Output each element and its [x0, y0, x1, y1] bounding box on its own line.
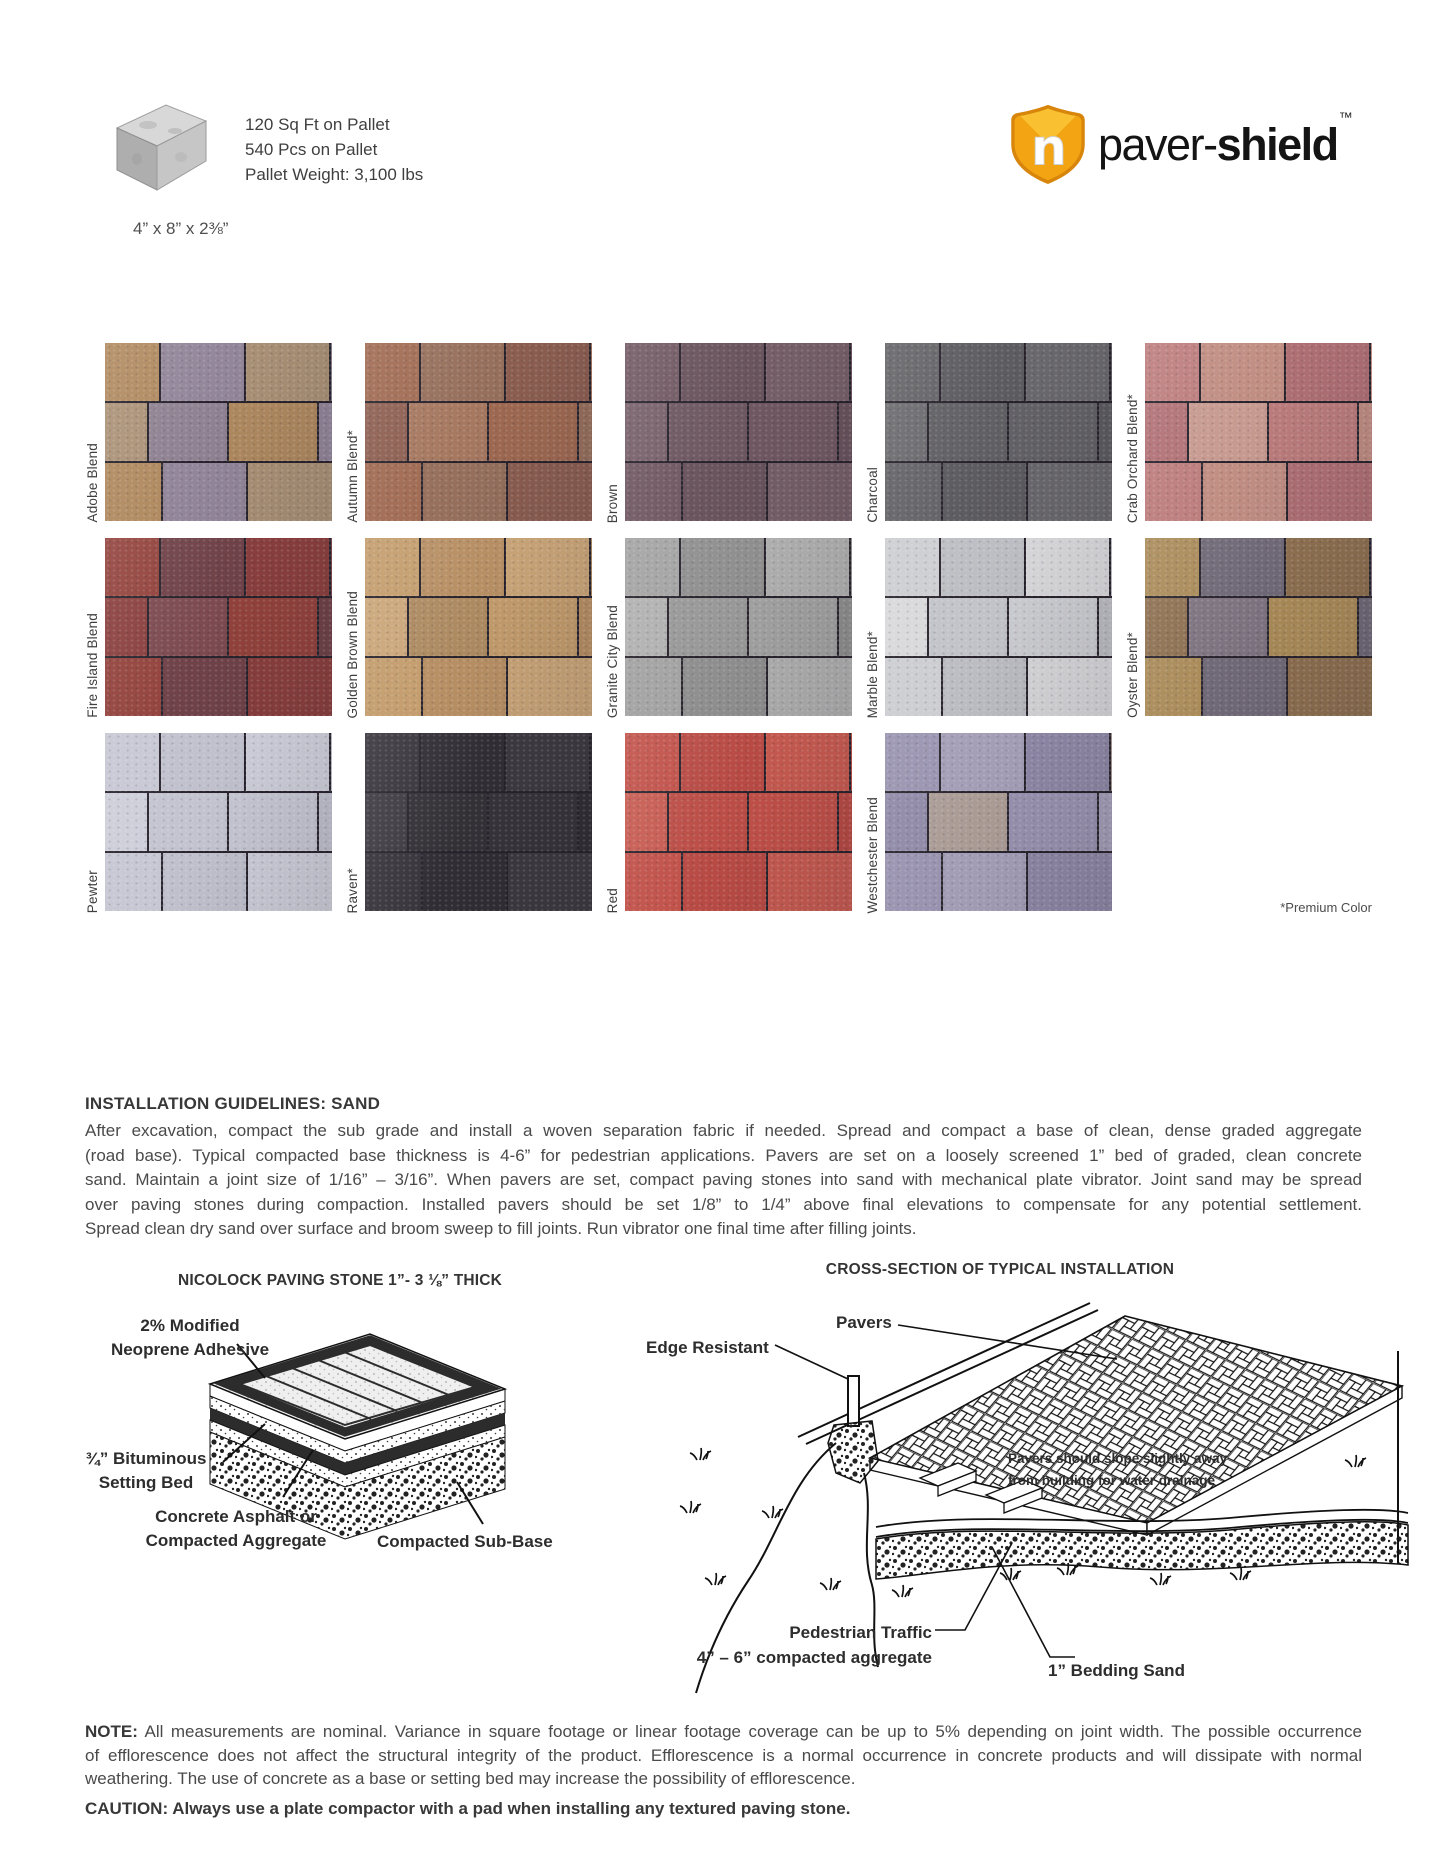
- paver-row: [625, 343, 852, 401]
- paver-brick: [1028, 658, 1111, 716]
- paver-brick: [105, 538, 159, 596]
- paver-brick: [839, 793, 852, 851]
- paver-swatch: [885, 733, 1112, 911]
- paver-brick: [681, 343, 764, 401]
- paver-brick: [1201, 538, 1284, 596]
- paver-brick: [365, 463, 421, 521]
- swatch-cell: [85, 343, 332, 523]
- installation-line: over paving stones during compaction. Installed pavers should be set 1/8” to 1/4” above final elevations to compensate for any potential settlement.: [85, 1194, 1362, 1214]
- paver-brick: [229, 403, 318, 461]
- paver-brick: [105, 598, 147, 656]
- paver-brick: [1203, 658, 1286, 716]
- swatch-label: Red: [605, 887, 620, 913]
- swatch-cell: [865, 733, 1112, 913]
- paver-brick: [105, 793, 147, 851]
- paver-brick: [1009, 598, 1098, 656]
- paver-brick: [246, 343, 329, 401]
- label-slope-note: [1008, 1448, 1308, 1492]
- paver-brick: [885, 463, 941, 521]
- paver-brick: [508, 658, 591, 716]
- label-bituminous-bed: [76, 1447, 216, 1495]
- paver-brick: [851, 343, 852, 401]
- paver-row: [625, 853, 852, 911]
- paver-row: [105, 403, 332, 461]
- paver-row: [105, 658, 332, 716]
- swatch-cell: [605, 538, 852, 718]
- paver-brick: [851, 733, 852, 791]
- paver-brick: [885, 343, 939, 401]
- swatch-label: Brown: [605, 483, 620, 523]
- paver-row: [885, 343, 1112, 401]
- paver-brick: [163, 658, 246, 716]
- paver-brick: [768, 658, 851, 716]
- paver-brick: [579, 793, 592, 851]
- paver-brick: [105, 733, 159, 791]
- paver-brick: [1009, 403, 1098, 461]
- swatch-label: Oyster Blend*: [1125, 632, 1140, 718]
- paver-brick: [591, 733, 592, 791]
- swatch-cell: [345, 343, 592, 523]
- paver-brick: [768, 463, 851, 521]
- paver-row: [1145, 463, 1372, 521]
- paver-row: [365, 598, 592, 656]
- paver-swatch: [1145, 538, 1372, 716]
- label-line: 2% Modified: [140, 1316, 240, 1335]
- paver-row: [625, 598, 852, 656]
- paver-brick: [105, 403, 147, 461]
- installation-line: sand. Maintain a joint size of 1/16” – 3/16”. When pavers are set, compact paving stones into sand with mechanical plate vibrator. Joint sand may be spread: [85, 1170, 1362, 1190]
- swatch-label: Westchester Blend: [865, 796, 880, 913]
- paver-brick: [929, 793, 1007, 851]
- paver-brick: [1099, 598, 1112, 656]
- paver-brick: [625, 598, 667, 656]
- swatch-cell: [605, 343, 852, 523]
- paver-brick: [625, 538, 679, 596]
- note-label: NOTE:: [85, 1722, 138, 1741]
- paver-brick: [1099, 403, 1112, 461]
- paver-brick: [768, 853, 851, 911]
- paver-brick: [683, 658, 766, 716]
- paver-brick: [409, 793, 487, 851]
- paver-brick: [161, 343, 244, 401]
- paver-brick: [941, 343, 1024, 401]
- paver-brick: [851, 538, 852, 596]
- paver-brick: [1189, 403, 1267, 461]
- paver-brick: [365, 403, 407, 461]
- paver-brick: [885, 658, 941, 716]
- paver-brick: [1359, 403, 1372, 461]
- paver-row: [365, 343, 592, 401]
- note-paragraph: [85, 1720, 1362, 1791]
- paver-brick: [625, 793, 667, 851]
- paver-brick: [423, 658, 506, 716]
- paver-brick: [149, 793, 227, 851]
- paver-brick: [163, 853, 246, 911]
- paver-row: [625, 403, 852, 461]
- paver-row: [1145, 538, 1372, 596]
- pallet-spec-line: 540 Pcs on Pallet: [245, 140, 378, 159]
- paver-brick: [1111, 343, 1112, 401]
- paver-brick: [246, 538, 329, 596]
- paver-row: [885, 733, 1112, 791]
- paver-row: [625, 463, 852, 521]
- paver-brick: [409, 598, 487, 656]
- paver-brick: [421, 538, 504, 596]
- paver-brick: [105, 463, 161, 521]
- paver-brick: [331, 538, 332, 596]
- paver-brick: [1189, 598, 1267, 656]
- paver-row: [365, 463, 592, 521]
- paver-row: [625, 538, 852, 596]
- label-line: Compacted Aggregate: [145, 1531, 327, 1550]
- paver-brick: [885, 733, 939, 791]
- paver-brick: [943, 853, 1026, 911]
- paver-brick: [105, 853, 161, 911]
- paver-brick: [943, 658, 1026, 716]
- paver-brick: [1026, 733, 1109, 791]
- brand-name-bold: shield: [1216, 118, 1338, 170]
- paver-swatch: [105, 733, 332, 911]
- label-line: ¾” Bituminous: [85, 1449, 207, 1468]
- paver-brick: [105, 658, 161, 716]
- paver-row: [1145, 403, 1372, 461]
- swatch-cell: [865, 538, 1112, 718]
- paver-brick: [625, 403, 667, 461]
- paver-row: [885, 658, 1112, 716]
- paver-brick: [365, 793, 407, 851]
- paver-brick: [929, 598, 1007, 656]
- paver-brick: [365, 853, 421, 911]
- brand-name: [1098, 108, 1353, 170]
- swatch-cell: [345, 538, 592, 718]
- paver-brick: [331, 343, 332, 401]
- paver-row: [625, 658, 852, 716]
- swatch-cell: [1125, 343, 1372, 523]
- paver-row: [105, 598, 332, 656]
- label-line: Concrete Asphalt or: [155, 1507, 317, 1526]
- paver-brick: [1145, 538, 1199, 596]
- paver-brick: [331, 733, 332, 791]
- note-line: weathering. The use of concrete as a base or setting bed may increase the possibility of efflorescence.: [85, 1769, 856, 1788]
- paver-row: [105, 538, 332, 596]
- paver-brick: [149, 598, 227, 656]
- paver-row: [365, 538, 592, 596]
- paver-brick: [1286, 343, 1369, 401]
- paver-row: [105, 343, 332, 401]
- caution-line: CAUTION: Always use a plate compactor with a pad when installing any textured paving stone.: [85, 1799, 851, 1818]
- paver-brick: [1269, 598, 1358, 656]
- paver-row: [1145, 658, 1372, 716]
- paver-brick: [229, 793, 318, 851]
- paver-brick: [489, 403, 578, 461]
- paver-row: [105, 733, 332, 791]
- label-line: from building for water drainage: [1008, 1473, 1216, 1488]
- paver-brick: [365, 598, 407, 656]
- paver-row: [365, 853, 592, 911]
- paver-brick: [839, 598, 852, 656]
- swatch-cell: [85, 733, 332, 913]
- paver-brick: [1145, 463, 1201, 521]
- label-line: Neoprene Adhesive: [110, 1340, 270, 1359]
- paver-brick: [669, 793, 747, 851]
- paver-brick: [319, 793, 332, 851]
- paver-brick: [489, 598, 578, 656]
- paver-row: [885, 853, 1112, 911]
- paver-brick: [929, 403, 1007, 461]
- label-pavers: Pavers: [836, 1313, 892, 1332]
- paver-swatch: [625, 538, 852, 716]
- paver-brick: [625, 463, 681, 521]
- paver-brick: [365, 658, 421, 716]
- paver-brick: [681, 733, 764, 791]
- shield-logo-icon: [1008, 102, 1088, 186]
- paver-brick: [423, 853, 506, 911]
- swatch-label: Golden Brown Blend: [345, 590, 360, 718]
- paver-swatch: [1145, 343, 1372, 521]
- paver-brick: [1288, 463, 1371, 521]
- paver-brick: [229, 598, 318, 656]
- trademark-symbol: ™: [1338, 108, 1353, 125]
- paver-brick: [943, 463, 1026, 521]
- paver-row: [625, 733, 852, 791]
- paver-brick: [1359, 598, 1372, 656]
- pallet-spec-line: Pallet Weight: 3,100 lbs: [245, 165, 424, 184]
- paver-dimensions: 4” x 8” x 2⅜”: [133, 219, 229, 238]
- paver-swatch: [105, 538, 332, 716]
- swatch-cell: [345, 733, 592, 913]
- swatch-label: Granite City Blend: [605, 604, 620, 718]
- paver-row: [625, 793, 852, 851]
- label-compacted-subbase: Compacted Sub-Base: [377, 1532, 553, 1551]
- paver-brick: [489, 793, 578, 851]
- paver-brick: [1145, 403, 1187, 461]
- installation-heading: INSTALLATION GUIDELINES: SAND: [85, 1094, 381, 1113]
- paver-brick: [248, 658, 331, 716]
- paver-brick: [1201, 343, 1284, 401]
- paver-swatch: [885, 538, 1112, 716]
- paver-row: [365, 658, 592, 716]
- paver-brick: [579, 403, 592, 461]
- paver-row: [885, 793, 1112, 851]
- paver-brick: [248, 853, 331, 911]
- paver-brick: [1145, 343, 1199, 401]
- paver-brick: [1111, 733, 1112, 791]
- label-line: Pavers should slope slightly away: [1008, 1451, 1228, 1466]
- paver-brick: [591, 343, 592, 401]
- paver-brick: [579, 598, 592, 656]
- paver-brick: [669, 403, 747, 461]
- note-text: All measurements are nominal. Variance in square footage or linear footage coverage can be up to 5% depending on joint width. The possible occurrence: [144, 1722, 1362, 1741]
- paver-brick: [365, 343, 419, 401]
- color-swatch-grid: [85, 343, 1372, 913]
- paver-brick: [885, 403, 927, 461]
- left-diagram-title: NICOLOCK PAVING STONE 1”- 3 ⅛” THICK: [177, 1272, 503, 1289]
- label-line: Setting Bed: [98, 1473, 194, 1492]
- premium-color-note: *Premium Color: [1280, 900, 1372, 915]
- paver-brick: [941, 733, 1024, 791]
- paver-brick: [1028, 853, 1111, 911]
- right-diagram-title: CROSS-SECTION OF TYPICAL INSTALLATION: [825, 1261, 1175, 1278]
- paver-brick: [1288, 658, 1371, 716]
- paver-brick: [163, 463, 246, 521]
- paver-brick: [319, 598, 332, 656]
- paver-brick: [625, 343, 679, 401]
- paver-brick: [1371, 538, 1372, 596]
- paver-row: [885, 403, 1112, 461]
- paver-swatch: [365, 538, 592, 716]
- paver-brick: [508, 853, 591, 911]
- label-neoprene-adhesive: [95, 1314, 285, 1362]
- paver-brick: [506, 343, 589, 401]
- paver-brick: [766, 343, 849, 401]
- paver-row: [365, 793, 592, 851]
- note-line: [85, 1720, 1362, 1744]
- paver-swatch: [105, 343, 332, 521]
- paver-row: [1145, 343, 1372, 401]
- paver-brick: [885, 853, 941, 911]
- paver-row: [105, 793, 332, 851]
- installation-body: [85, 1119, 1362, 1242]
- paver-row: [365, 403, 592, 461]
- pallet-specs: [245, 112, 423, 187]
- paver-row: [885, 463, 1112, 521]
- label-edge-resistant: Edge Resistant: [646, 1338, 769, 1357]
- label-concrete-asphalt: [136, 1505, 336, 1553]
- paver-brick: [1009, 793, 1098, 851]
- paver-brick: [1028, 463, 1111, 521]
- paver-brick: [365, 538, 419, 596]
- paver-brick: [1099, 793, 1112, 851]
- paver-brick: [506, 538, 589, 596]
- swatch-cell: [865, 343, 1112, 523]
- paver-brick: [683, 463, 766, 521]
- paver-swatch: [625, 733, 852, 911]
- paver-brick: [1269, 403, 1358, 461]
- paver-brick: [248, 463, 331, 521]
- paver-brick: [683, 853, 766, 911]
- paver-brick: [749, 403, 838, 461]
- note-line: of efflorescence does not affect the structural integrity of the product. Efflorescence is a normal occurrence in concrete products and will dissipate with normal: [85, 1745, 1362, 1765]
- label-bedding-sand: 1” Bedding Sand: [1048, 1661, 1185, 1680]
- paver-brick: [1145, 658, 1201, 716]
- swatch-cell: [85, 538, 332, 718]
- paver-brick: [506, 733, 589, 791]
- paver-product-photo: [103, 97, 215, 201]
- swatch-label: Pewter: [85, 869, 100, 913]
- paver-brick: [319, 403, 332, 461]
- swatch-label: Charcoal: [865, 467, 880, 523]
- paver-swatch: [365, 733, 592, 911]
- paver-brick: [625, 853, 681, 911]
- paver-brick: [149, 403, 227, 461]
- paver-brick: [161, 733, 244, 791]
- swatch-cell: [605, 733, 852, 913]
- paver-row: [105, 853, 332, 911]
- paver-brick: [1111, 538, 1112, 596]
- paver-brick: [161, 538, 244, 596]
- logo-letter: n: [1031, 117, 1067, 177]
- installation-line: (road base). Typical compacted base thickness is 4-6” for pedestrian applications. Pavers are set on a loosely screened 1” bed of graded, clean concrete: [85, 1145, 1362, 1165]
- paver-brick: [885, 598, 927, 656]
- paver-brick: [365, 733, 419, 791]
- installation-line: After excavation, compact the sub grade and install a woven separation fabric if needed. Spread and compact a base of clean, dense graded aggregate: [85, 1121, 1362, 1140]
- paver-brick: [1371, 343, 1372, 401]
- swatch-label: Fire Island Blend: [85, 613, 100, 718]
- swatch-label: Autumn Blend*: [345, 430, 360, 523]
- paver-swatch: [625, 343, 852, 521]
- label-compacted-aggregate: 4” – 6” compacted aggregate: [696, 1648, 932, 1667]
- paver-brick: [591, 538, 592, 596]
- paver-brick: [885, 793, 927, 851]
- paver-brick: [839, 403, 852, 461]
- paver-brick: [421, 343, 504, 401]
- paver-brick: [885, 538, 939, 596]
- paver-row: [1145, 598, 1372, 656]
- paver-brick: [1145, 598, 1187, 656]
- paver-brick: [508, 463, 591, 521]
- paver-brick: [625, 733, 679, 791]
- paver-brick: [246, 733, 329, 791]
- paver-row: [105, 463, 332, 521]
- paver-brick: [941, 538, 1024, 596]
- paver-swatch: [365, 343, 592, 521]
- installation-line: Spread clean dry sand over surface and broom sweep to fill joints. Run vibrator one final time after filling joints.: [85, 1219, 917, 1239]
- paver-brick: [421, 733, 504, 791]
- brand-name-regular: paver-: [1098, 118, 1217, 170]
- paver-row: [885, 598, 1112, 656]
- paver-brick: [105, 343, 159, 401]
- paver-brick: [625, 658, 681, 716]
- paver-brick: [681, 538, 764, 596]
- paver-row: [885, 538, 1112, 596]
- label-pedestrian-traffic: Pedestrian Traffic: [789, 1623, 932, 1642]
- paver-brick: [1026, 343, 1109, 401]
- paver-brick: [423, 463, 506, 521]
- swatch-cell: [1125, 538, 1372, 718]
- paver-brick: [409, 403, 487, 461]
- swatch-label: Adobe Blend: [85, 443, 100, 523]
- paver-brick: [749, 598, 838, 656]
- paver-brick: [749, 793, 838, 851]
- paver-brick: [1026, 538, 1109, 596]
- paver-brick: [766, 538, 849, 596]
- swatch-label: Marble Blend*: [865, 630, 880, 718]
- paver-swatch: [885, 343, 1112, 521]
- paver-shield-logo: [1008, 102, 1352, 186]
- pallet-spec-line: 120 Sq Ft on Pallet: [245, 115, 390, 134]
- paver-brick: [1203, 463, 1286, 521]
- paver-row: [365, 733, 592, 791]
- swatch-label: Crab Orchard Blend*: [1125, 393, 1140, 523]
- paver-brick: [1286, 538, 1369, 596]
- paver-brick: [766, 733, 849, 791]
- paver-brick: [669, 598, 747, 656]
- swatch-label: Raven*: [345, 867, 360, 913]
